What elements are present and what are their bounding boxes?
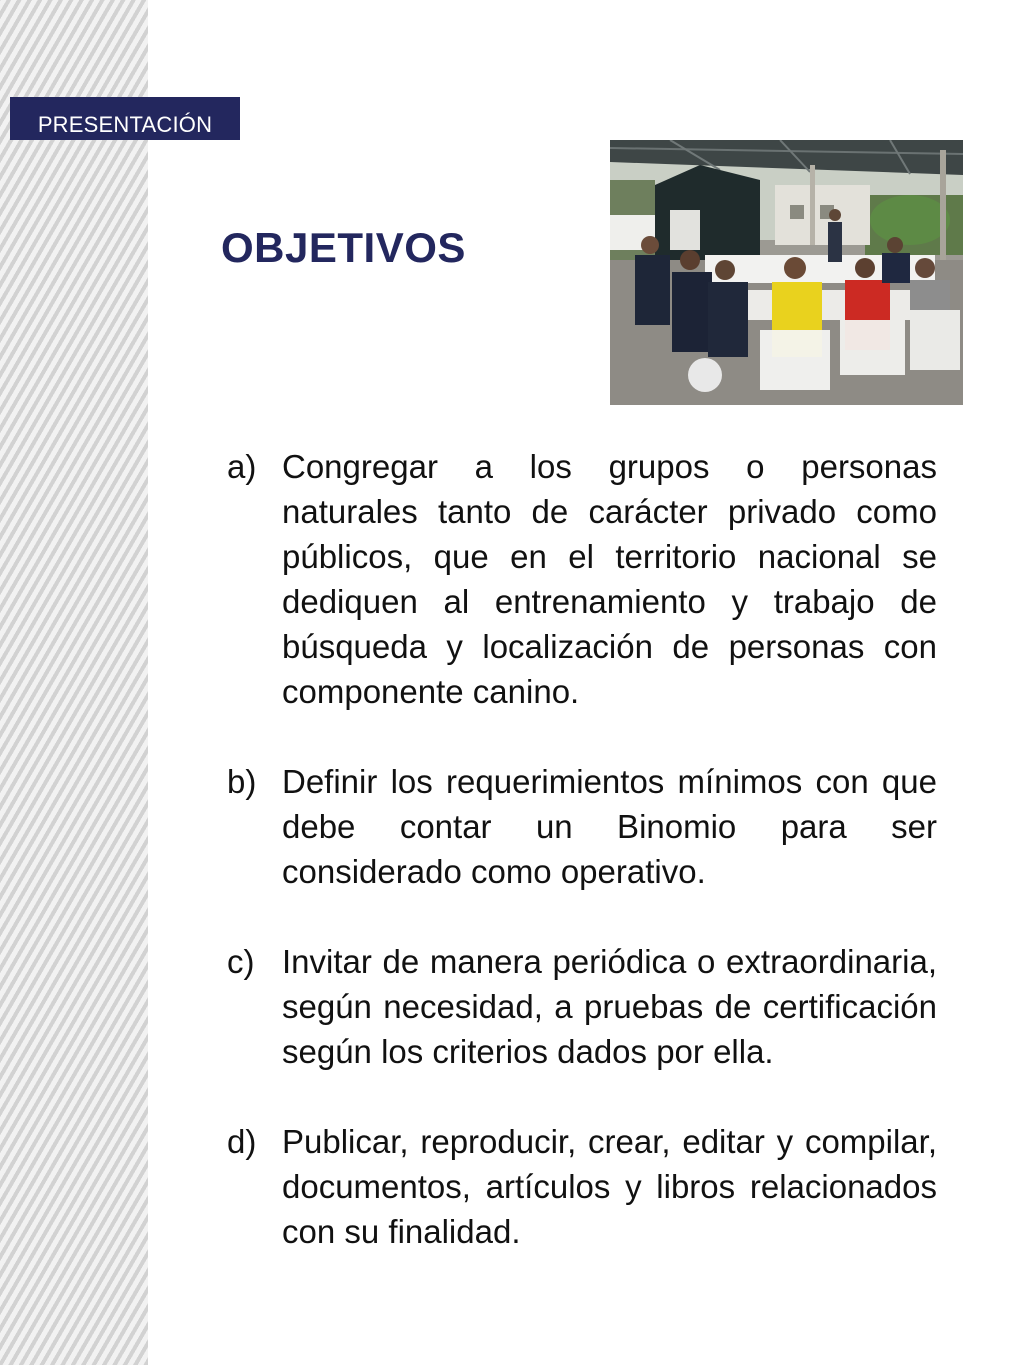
item-letter: b) [227, 763, 257, 800]
list-item [227, 444, 937, 714]
list-item [227, 759, 937, 894]
objectives-list [227, 444, 937, 1299]
section-label: PRESENTACIÓN [10, 97, 240, 140]
item-text: Definir los requerimientos mínimos con que debe contar un Binomio para ser considerado como operativo. [282, 763, 937, 890]
item-text: Publicar, reproducir, crear, editar y compilar, documentos, artículos y libros relacionados con su finalidad. [282, 1123, 937, 1250]
page-title: OBJETIVOS [221, 224, 466, 271]
item-text: Invitar de manera periódica o extraordinaria, según necesidad, a pruebas de certificación según los criterios dados por ella. [282, 943, 937, 1070]
item-text: Congregar a los grupos o personas naturales tanto de carácter privado como públicos, que en el territorio nacional se dediquen al entrenamiento y trabajo de búsqueda y localización de personas con componente canino. [282, 448, 937, 710]
item-letter: d) [227, 1123, 257, 1160]
item-letter: c) [227, 943, 255, 980]
item-letter: a) [227, 448, 257, 485]
list-item [227, 939, 937, 1074]
decorative-stripe-band [0, 0, 148, 1365]
group-meeting-photo [610, 140, 963, 405]
list-item [227, 1119, 937, 1254]
